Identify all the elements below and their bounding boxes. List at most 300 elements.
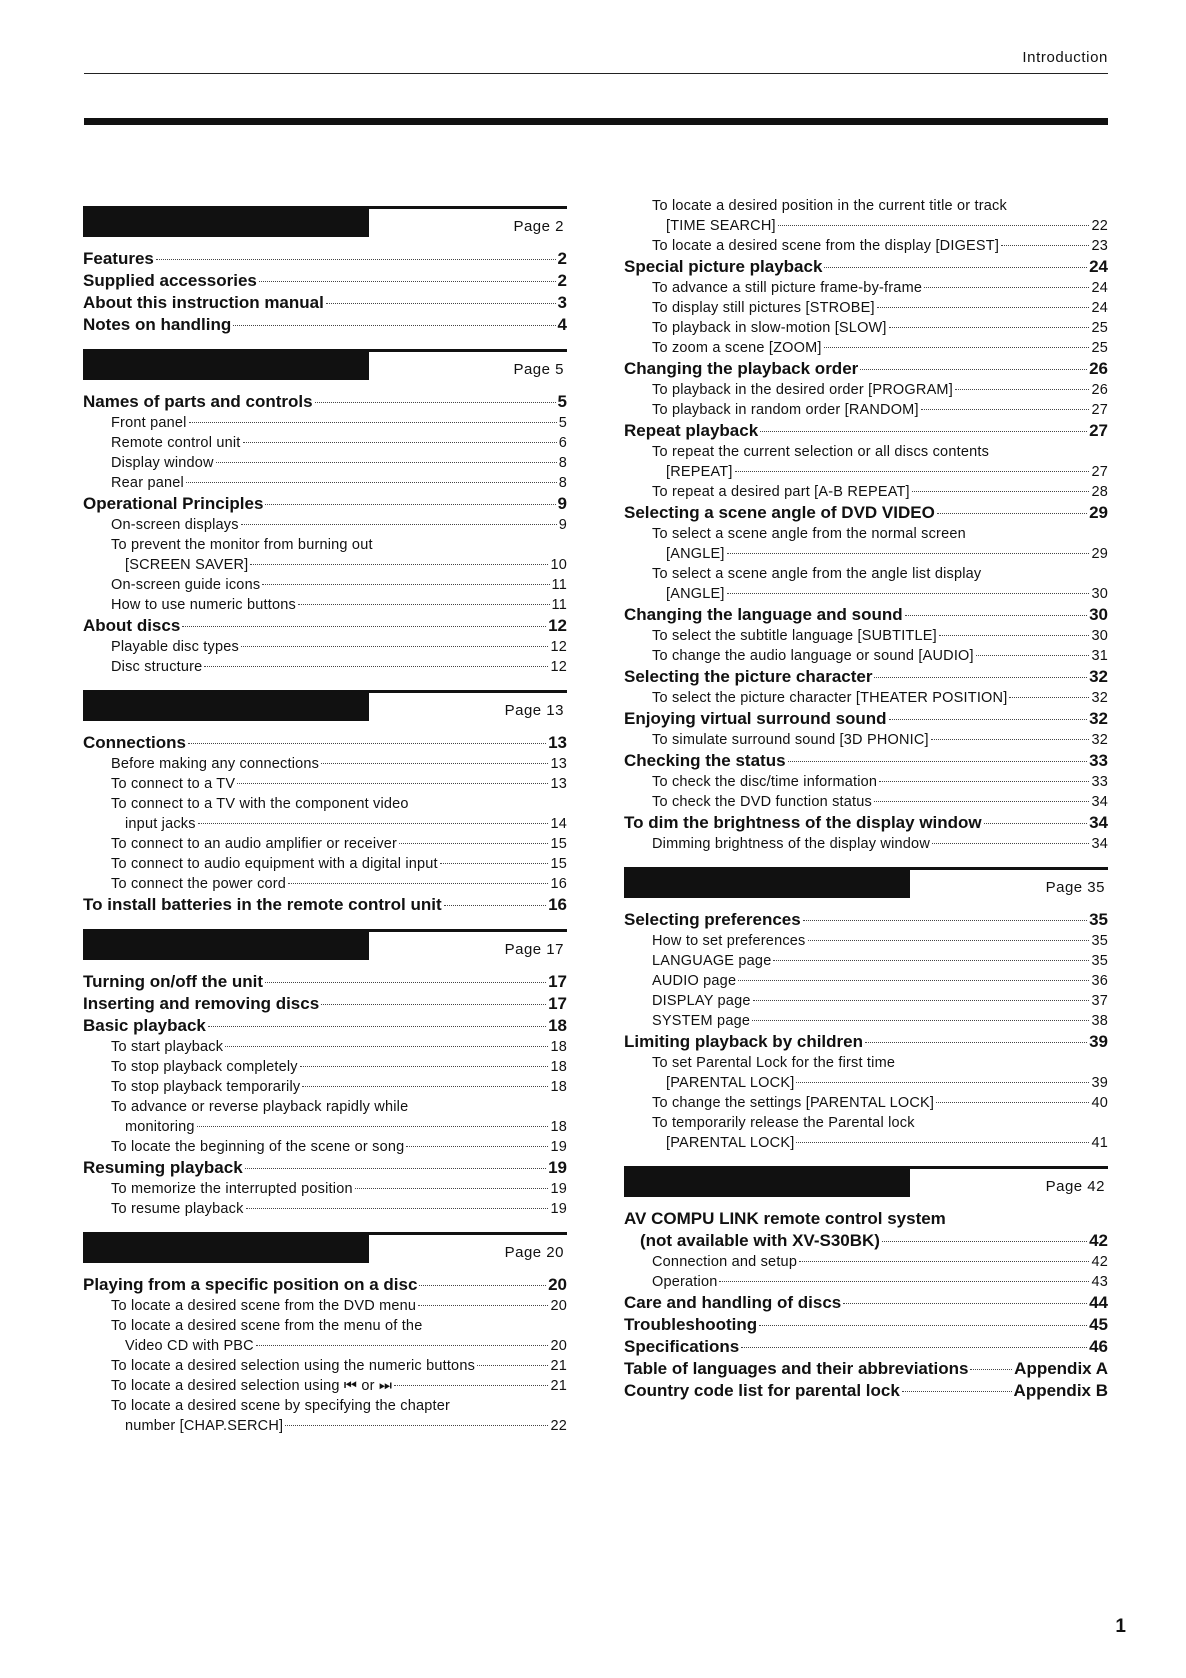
dot-leader bbox=[889, 327, 1090, 328]
dot-leader bbox=[204, 666, 548, 667]
dot-leader bbox=[233, 325, 555, 326]
toc-entry-title: AUDIO page bbox=[652, 973, 737, 989]
toc-subentry bbox=[83, 575, 567, 595]
toc-entry-page: 8 bbox=[558, 475, 567, 491]
dot-leader bbox=[879, 781, 1089, 782]
toc-entry-title: To connect to a TV with the component video bbox=[111, 796, 409, 812]
toc-section-header bbox=[83, 349, 567, 388]
toc-subentry bbox=[624, 524, 1108, 544]
toc-entry-title: To connect to a TV bbox=[111, 776, 236, 792]
toc-entry-title: Connections bbox=[83, 733, 186, 752]
dot-leader bbox=[440, 863, 549, 864]
toc-entry bbox=[624, 502, 1108, 524]
toc-subentry bbox=[624, 1113, 1108, 1133]
toc-entry-title: How to set preferences bbox=[652, 933, 806, 949]
section-gap bbox=[83, 677, 567, 690]
toc-entry bbox=[624, 358, 1108, 380]
toc-entry-title: To display still pictures [STROBE] bbox=[652, 300, 875, 316]
toc-entry-title: AV COMPU LINK remote control system bbox=[624, 1209, 946, 1228]
dot-leader bbox=[955, 389, 1090, 390]
toc-entry bbox=[624, 812, 1108, 834]
dot-leader bbox=[197, 1126, 549, 1127]
toc-entry-page: 29 bbox=[1089, 503, 1108, 522]
toc-subentry bbox=[83, 473, 567, 493]
toc-entry-title: To connect to audio equipment with a digital input bbox=[111, 856, 438, 872]
toc-entry-title: To check the disc/time information bbox=[652, 774, 878, 790]
dot-leader bbox=[298, 604, 550, 605]
dot-leader bbox=[905, 615, 1087, 616]
dot-leader bbox=[939, 635, 1090, 636]
toc-subentry bbox=[624, 931, 1108, 951]
toc-subentry bbox=[624, 646, 1108, 666]
toc-subentry bbox=[624, 298, 1108, 318]
dot-leader bbox=[315, 402, 556, 403]
toc-entry-title: Inserting and removing discs bbox=[83, 994, 320, 1013]
toc-subentry bbox=[624, 482, 1108, 502]
toc-entry-title: To playback in slow-motion [SLOW] bbox=[652, 320, 887, 336]
toc-entry-page: 32 bbox=[1089, 667, 1108, 686]
dot-leader bbox=[931, 739, 1090, 740]
toc-entry-title: To locate the beginning of the scene or song bbox=[111, 1139, 405, 1155]
section-start-page: Page 42 bbox=[1045, 1178, 1105, 1195]
toc-entry-page: 8 bbox=[558, 455, 567, 471]
toc-entry-title: To check the DVD function status bbox=[652, 794, 872, 810]
toc-entry-page: 6 bbox=[558, 435, 567, 451]
toc-entry bbox=[83, 732, 567, 754]
toc-subentry bbox=[624, 338, 1108, 358]
toc-entry-page: 23 bbox=[1091, 238, 1108, 254]
dot-leader bbox=[741, 1347, 1087, 1348]
dot-leader bbox=[186, 482, 557, 483]
toc-subentry bbox=[83, 1037, 567, 1057]
toc-entry-page: 20 bbox=[550, 1338, 567, 1354]
heavy-divider bbox=[84, 118, 1108, 125]
toc-section-header bbox=[83, 206, 567, 245]
toc-entry-title: Operation bbox=[652, 1274, 718, 1290]
toc-entry-title: Enjoying virtual surround sound bbox=[624, 709, 887, 728]
toc-subentry bbox=[624, 1272, 1108, 1292]
toc-entry-page: 40 bbox=[1091, 1095, 1108, 1111]
toc-subentry bbox=[83, 515, 567, 535]
toc-subentry bbox=[83, 874, 567, 894]
dot-leader bbox=[418, 1305, 548, 1306]
toc-entry-page: 13 bbox=[548, 733, 567, 752]
section-title-bar bbox=[83, 932, 369, 960]
toc-subentry bbox=[83, 814, 567, 834]
toc-entry-page: 15 bbox=[550, 836, 567, 852]
toc-entry-page: 2 bbox=[557, 249, 567, 268]
dot-leader bbox=[321, 1004, 546, 1005]
dot-leader bbox=[937, 513, 1087, 514]
dot-leader bbox=[753, 1000, 1090, 1001]
toc-subentry bbox=[624, 278, 1108, 298]
toc-entry bbox=[624, 1031, 1108, 1053]
toc-entry bbox=[83, 391, 567, 413]
toc-entry-page: 39 bbox=[1091, 1075, 1108, 1091]
toc-entry-title: To simulate surround sound [3D PHONIC] bbox=[652, 732, 929, 748]
toc-entry bbox=[624, 909, 1108, 931]
toc-entry-title: Changing the language and sound bbox=[624, 605, 903, 624]
toc-entry-page: Appendix B bbox=[1013, 1381, 1108, 1400]
toc-subentry bbox=[624, 1073, 1108, 1093]
toc-entry-title: Rear panel bbox=[111, 475, 184, 491]
toc-entry-page: 24 bbox=[1091, 280, 1108, 296]
toc-entry bbox=[83, 292, 567, 314]
toc-subentry bbox=[624, 991, 1108, 1011]
section-start-page: Page 13 bbox=[504, 702, 564, 719]
toc-subentry bbox=[624, 1093, 1108, 1113]
toc-entry-title: To memorize the interrupted position bbox=[111, 1181, 353, 1197]
toc-entry-title: Supplied accessories bbox=[83, 271, 257, 290]
toc-entry-page: 30 bbox=[1091, 586, 1108, 602]
dot-leader bbox=[189, 422, 557, 423]
toc-right-column bbox=[624, 196, 1108, 1402]
dot-leader bbox=[302, 1086, 548, 1087]
toc-entry bbox=[624, 1314, 1108, 1336]
section-title-bar bbox=[83, 352, 369, 380]
toc-entry-page: 4 bbox=[557, 315, 567, 334]
dot-leader bbox=[326, 303, 556, 304]
toc-entry bbox=[83, 248, 567, 270]
toc-subentry bbox=[83, 1179, 567, 1199]
toc-subentry bbox=[83, 1376, 567, 1396]
dot-leader bbox=[735, 471, 1090, 472]
dot-leader bbox=[796, 1142, 1089, 1143]
toc-entry-page: 30 bbox=[1089, 605, 1108, 624]
dot-leader bbox=[788, 761, 1088, 762]
toc-subentry bbox=[83, 657, 567, 677]
toc-entry-page: 29 bbox=[1091, 546, 1108, 562]
toc-entry-title: To dim the brightness of the display window bbox=[624, 813, 982, 832]
toc-entry-page: 25 bbox=[1091, 340, 1108, 356]
dot-leader bbox=[444, 905, 546, 906]
toc-entry-page: 16 bbox=[550, 876, 567, 892]
toc-entry-page: 44 bbox=[1089, 1293, 1108, 1312]
toc-entry-title: Connection and setup bbox=[652, 1254, 798, 1270]
toc-section-header bbox=[624, 867, 1108, 906]
toc-entry-title: Selecting the picture character bbox=[624, 667, 873, 686]
toc-subentry bbox=[624, 216, 1108, 236]
toc-entry bbox=[83, 615, 567, 637]
toc-entry-page: 36 bbox=[1091, 973, 1108, 989]
dot-leader bbox=[902, 1391, 1012, 1392]
toc-entry-title: To repeat a desired part [A-B REPEAT] bbox=[652, 484, 910, 500]
toc-entry-title: Before making any connections bbox=[111, 756, 320, 772]
toc-subentry bbox=[83, 754, 567, 774]
dot-leader bbox=[984, 823, 1087, 824]
dot-leader bbox=[208, 1026, 546, 1027]
dot-leader bbox=[799, 1261, 1089, 1262]
toc-entry-page: 31 bbox=[1091, 648, 1108, 664]
dot-leader bbox=[245, 1168, 546, 1169]
toc-entry-title: Display window bbox=[111, 455, 214, 471]
toc-entry bbox=[624, 256, 1108, 278]
toc-subentry bbox=[83, 433, 567, 453]
dot-leader bbox=[285, 1425, 548, 1426]
dot-leader bbox=[932, 843, 1089, 844]
toc-subentry bbox=[83, 1097, 567, 1117]
dot-leader bbox=[355, 1188, 549, 1189]
dot-leader bbox=[216, 462, 557, 463]
dot-leader bbox=[241, 524, 557, 525]
toc-entry-title: Playing from a specific position on a disc bbox=[83, 1275, 418, 1294]
dot-leader bbox=[778, 225, 1090, 226]
dot-leader bbox=[198, 823, 549, 824]
toc-section-header bbox=[83, 1232, 567, 1271]
dot-leader bbox=[760, 431, 1087, 432]
toc-entry-title: To start playback bbox=[111, 1039, 224, 1055]
dot-leader bbox=[860, 369, 1087, 370]
toc-entry-title: Playable disc types bbox=[111, 639, 239, 655]
toc-subentry bbox=[624, 730, 1108, 750]
toc-entry-title: Checking the status bbox=[624, 751, 786, 770]
dot-leader bbox=[406, 1146, 548, 1147]
dot-leader bbox=[796, 1082, 1089, 1083]
toc-entry-title: About this instruction manual bbox=[83, 293, 324, 312]
dot-leader bbox=[265, 982, 546, 983]
dot-leader bbox=[250, 564, 548, 565]
toc-subentry bbox=[83, 1416, 567, 1436]
toc-entry bbox=[83, 1015, 567, 1037]
toc-entry-title: Remote control unit bbox=[111, 435, 241, 451]
toc-entry-page: 35 bbox=[1091, 933, 1108, 949]
dot-leader bbox=[803, 920, 1087, 921]
toc-entry-page: 39 bbox=[1089, 1032, 1108, 1051]
section-gap bbox=[624, 1153, 1108, 1166]
toc-entry-page: 46 bbox=[1089, 1337, 1108, 1356]
toc-entry-page: 17 bbox=[548, 994, 567, 1013]
dot-leader bbox=[773, 960, 1089, 961]
dot-leader bbox=[188, 743, 546, 744]
dot-leader bbox=[727, 593, 1090, 594]
toc-entry bbox=[624, 1230, 1108, 1252]
toc-entry-title: How to use numeric buttons bbox=[111, 597, 296, 613]
toc-entry bbox=[83, 314, 567, 336]
dot-leader bbox=[1001, 245, 1089, 246]
section-gap bbox=[83, 916, 567, 929]
dot-leader bbox=[256, 1345, 549, 1346]
toc-entry-title: To locate a desired scene from the display [DIGEST] bbox=[652, 238, 1000, 254]
toc-section-header bbox=[83, 690, 567, 729]
toc-entry-title: To install batteries in the remote control unit bbox=[83, 895, 442, 914]
dot-leader bbox=[912, 491, 1090, 492]
toc-subentry bbox=[624, 1011, 1108, 1031]
toc-entry-page: 28 bbox=[1091, 484, 1108, 500]
section-gap bbox=[624, 854, 1108, 867]
toc-entry-title: To connect to an audio amplifier or receiver bbox=[111, 836, 398, 852]
dot-leader bbox=[241, 646, 549, 647]
toc-entry-title: Turning on/off the unit bbox=[83, 972, 264, 991]
toc-entry-title: monitoring bbox=[125, 1119, 195, 1135]
toc-subentry bbox=[83, 413, 567, 433]
dot-leader bbox=[399, 843, 548, 844]
toc-entry-page: 9 bbox=[558, 517, 567, 533]
toc-entry-title: Table of languages and their abbreviations bbox=[624, 1359, 969, 1378]
dot-leader bbox=[243, 442, 557, 443]
toc-entry-title: To advance a still picture frame-by-frame bbox=[652, 280, 923, 296]
toc-entry-title: SYSTEM page bbox=[652, 1013, 751, 1029]
toc-entry-page: 18 bbox=[550, 1119, 567, 1135]
toc-entry-page: 3 bbox=[557, 293, 567, 312]
section-start-page: Page 2 bbox=[513, 218, 564, 235]
toc-entry-title: To resume playback bbox=[111, 1201, 244, 1217]
dot-leader bbox=[874, 801, 1089, 802]
dot-leader bbox=[300, 1066, 549, 1067]
toc-entry-title: [SCREEN SAVER] bbox=[125, 557, 249, 573]
toc-entry-page: 24 bbox=[1089, 257, 1108, 276]
toc-entry-title: To stop playback temporarily bbox=[111, 1079, 301, 1095]
toc-entry-title: Selecting preferences bbox=[624, 910, 801, 929]
toc-entry-page: 34 bbox=[1089, 813, 1108, 832]
toc-entry-title: Features bbox=[83, 249, 154, 268]
toc-subentry bbox=[624, 318, 1108, 338]
toc-entry-page: 12 bbox=[550, 659, 567, 675]
toc-entry-title: Names of parts and controls bbox=[83, 392, 313, 411]
dot-leader bbox=[182, 626, 546, 627]
section-title-bar bbox=[83, 209, 369, 237]
toc-entry-page: 12 bbox=[550, 639, 567, 655]
toc-entry-title: Selecting a scene angle of DVD VIDEO bbox=[624, 503, 935, 522]
toc-subentry bbox=[83, 1077, 567, 1097]
toc-entry-page: 41 bbox=[1091, 1135, 1108, 1151]
toc-subentry bbox=[83, 1057, 567, 1077]
toc-subentry bbox=[83, 535, 567, 555]
section-title-bar bbox=[624, 870, 910, 898]
toc-entry-title: number [CHAP.SERCH] bbox=[125, 1418, 284, 1434]
toc-subentry bbox=[83, 854, 567, 874]
toc-entry-title: To playback in random order [RANDOM] bbox=[652, 402, 919, 418]
toc-entry-title: Country code list for parental lock bbox=[624, 1381, 900, 1400]
toc-subentry bbox=[624, 196, 1108, 216]
toc-entry-title: To playback in the desired order [PROGRAM] bbox=[652, 382, 953, 398]
dot-leader bbox=[246, 1208, 549, 1209]
toc-entry bbox=[624, 750, 1108, 772]
toc-left-column bbox=[83, 206, 567, 1436]
dot-leader bbox=[477, 1365, 548, 1366]
toc-subentry bbox=[624, 1133, 1108, 1153]
dot-leader bbox=[882, 1241, 1087, 1242]
toc-entry-page: 13 bbox=[550, 776, 567, 792]
toc-entry bbox=[83, 1274, 567, 1296]
dot-leader bbox=[865, 1042, 1087, 1043]
toc-entry-page: 42 bbox=[1091, 1254, 1108, 1270]
section-gap bbox=[83, 1219, 567, 1232]
toc-subentry bbox=[83, 1117, 567, 1137]
toc-entry bbox=[624, 1336, 1108, 1358]
section-start-page: Page 35 bbox=[1045, 879, 1105, 896]
toc-entry bbox=[83, 493, 567, 515]
toc-entry-page: 2 bbox=[557, 271, 567, 290]
toc-entry-title: [PARENTAL LOCK] bbox=[666, 1075, 795, 1091]
toc-entry-page: 33 bbox=[1089, 751, 1108, 770]
toc-entry-page: 22 bbox=[1091, 218, 1108, 234]
toc-entry-page: 38 bbox=[1091, 1013, 1108, 1029]
section-start-page: Page 20 bbox=[504, 1244, 564, 1261]
toc-entry-page: 32 bbox=[1091, 690, 1108, 706]
toc-entry-title: To select a scene angle from the normal screen bbox=[652, 526, 966, 542]
dot-leader bbox=[225, 1046, 548, 1047]
toc-entry-title: To prevent the monitor from burning out bbox=[111, 537, 373, 553]
toc-subentry bbox=[624, 772, 1108, 792]
toc-entry-page: 20 bbox=[548, 1275, 567, 1294]
dot-leader bbox=[259, 281, 556, 282]
toc-entry-page: 33 bbox=[1091, 774, 1108, 790]
toc-entry-title: About discs bbox=[83, 616, 181, 635]
toc-entry-page: 10 bbox=[550, 557, 567, 573]
toc-entry-title: To locate a desired position in the current title or track bbox=[652, 198, 1007, 214]
toc-entry-title: On-screen displays bbox=[111, 517, 239, 533]
toc-entry-title: To locate a desired selection using ⏮ or ⏭ bbox=[111, 1378, 393, 1394]
section-start-page: Page 17 bbox=[504, 941, 564, 958]
toc-entry-page: 25 bbox=[1091, 320, 1108, 336]
toc-subentry bbox=[624, 462, 1108, 482]
toc-entry-page: 27 bbox=[1089, 421, 1108, 440]
toc-subentry bbox=[624, 400, 1108, 420]
toc-entry-page: 32 bbox=[1091, 732, 1108, 748]
toc-entry-title: On-screen guide icons bbox=[111, 577, 261, 593]
toc-entry-title: Front panel bbox=[111, 415, 187, 431]
toc-entry-page: 16 bbox=[548, 895, 567, 914]
dot-leader bbox=[321, 763, 548, 764]
section-gap bbox=[83, 336, 567, 349]
toc-entry-title: To connect the power cord bbox=[111, 876, 287, 892]
dot-leader bbox=[936, 1102, 1089, 1103]
toc-entry-page: 5 bbox=[558, 415, 567, 431]
toc-subentry bbox=[83, 774, 567, 794]
toc-entry-title: Operational Principles bbox=[83, 494, 264, 513]
dot-leader bbox=[976, 655, 1090, 656]
toc-entry-title: [ANGLE] bbox=[666, 546, 725, 562]
toc-entry bbox=[624, 604, 1108, 626]
dot-leader bbox=[288, 883, 548, 884]
toc-entry-page: 15 bbox=[550, 856, 567, 872]
toc-subentry bbox=[624, 564, 1108, 584]
toc-entry-page: 42 bbox=[1089, 1231, 1108, 1250]
dot-leader bbox=[924, 287, 1089, 288]
toc-subentry bbox=[83, 595, 567, 615]
toc-entry-title: Repeat playback bbox=[624, 421, 759, 440]
toc-entry-page: 27 bbox=[1091, 464, 1108, 480]
toc-subentry bbox=[624, 380, 1108, 400]
section-title-bar bbox=[624, 1169, 910, 1197]
dot-leader bbox=[394, 1385, 548, 1386]
toc-entry-title: Dimming brightness of the display window bbox=[652, 836, 930, 852]
toc-subentry bbox=[624, 951, 1108, 971]
toc-entry-page: 13 bbox=[550, 756, 567, 772]
toc-entry-page: 14 bbox=[550, 816, 567, 832]
toc-subentry bbox=[624, 1053, 1108, 1073]
toc-subentry bbox=[83, 1199, 567, 1219]
toc-subentry bbox=[83, 1137, 567, 1157]
dot-leader bbox=[843, 1303, 1087, 1304]
toc-subentry bbox=[624, 688, 1108, 708]
toc-entry-page: 35 bbox=[1091, 953, 1108, 969]
toc-entry-page: 34 bbox=[1091, 836, 1108, 852]
toc-entry-page: 27 bbox=[1091, 402, 1108, 418]
toc-entry bbox=[624, 1358, 1108, 1380]
toc-entry-title: To set Parental Lock for the first time bbox=[652, 1055, 896, 1071]
toc-entry-page: 30 bbox=[1091, 628, 1108, 644]
dot-leader bbox=[874, 677, 1087, 678]
dot-leader bbox=[262, 584, 549, 585]
dot-leader bbox=[877, 307, 1090, 308]
toc-entry bbox=[624, 420, 1108, 442]
toc-entry-title: Care and handling of discs bbox=[624, 1293, 842, 1312]
toc-entry-title: Resuming playback bbox=[83, 1158, 243, 1177]
section-title-bar bbox=[83, 693, 369, 721]
toc-entry-page: 12 bbox=[548, 616, 567, 635]
toc-entry-title: To repeat the current selection or all discs contents bbox=[652, 444, 990, 460]
